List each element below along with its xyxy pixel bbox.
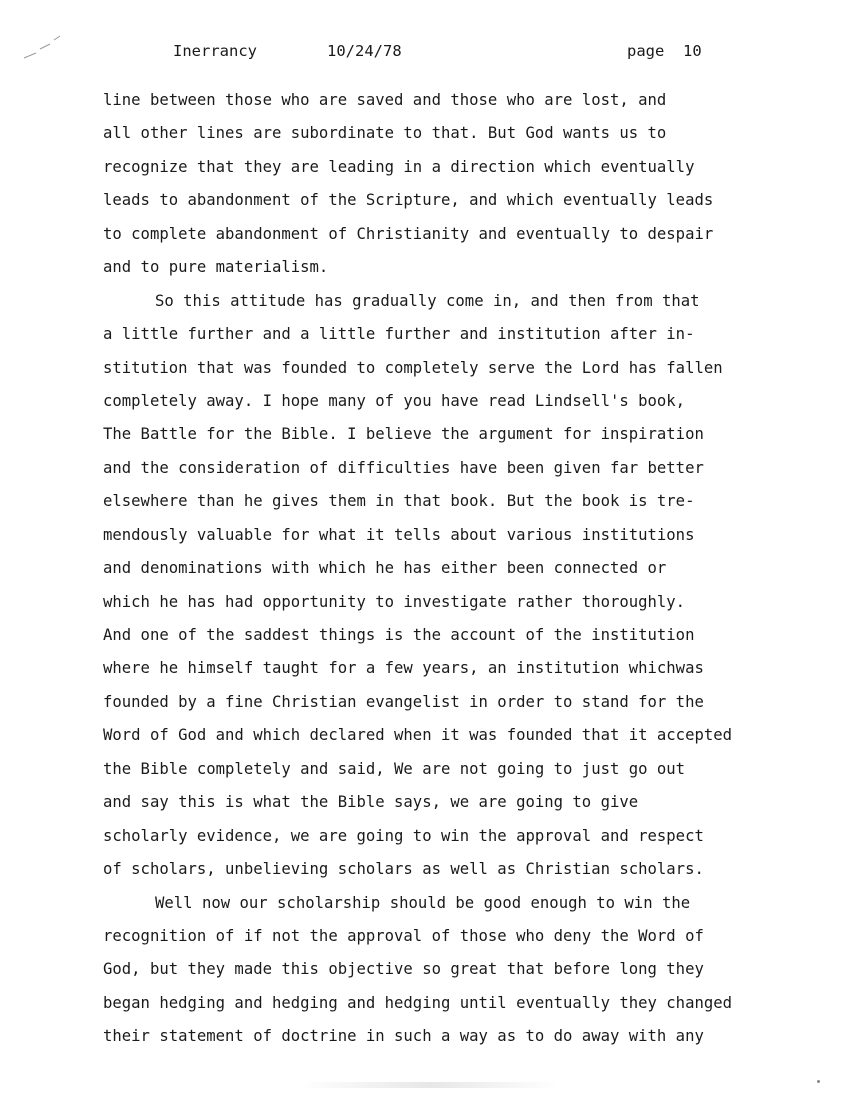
text-line: to complete abandonment of Christianity and eventually to despair bbox=[103, 224, 714, 243]
text-line: And one of the saddest things is the account of the institution bbox=[103, 626, 695, 644]
text-line: and denominations with which he has either been connected or bbox=[103, 559, 667, 578]
paragraph-start-line: Well now our scholarship should be good enough to win the bbox=[155, 893, 691, 912]
text-line: all other lines are subordinate to that. But God wants us to bbox=[103, 124, 667, 143]
text-line: The Battle for the Bible. I believe the argument for inspiration bbox=[103, 425, 704, 444]
pencil-mark bbox=[22, 34, 62, 64]
text-line: and say this is what the Bible says, we are going to give bbox=[103, 793, 639, 812]
text-line: and the consideration of difficulties have been given far better bbox=[103, 458, 704, 477]
text-line: Word of God and which declared when it was founded that it accepted bbox=[103, 726, 733, 745]
text-line: founded by a fine Christian evangelist in order to stand for the bbox=[103, 692, 704, 711]
text-line: line between those who are saved and those who are lost, and bbox=[103, 91, 667, 109]
text-line: their statement of doctrine in such a way as to do away with any bbox=[103, 1027, 704, 1046]
paragraph-start-line: So this attitude has gradually come in, and then from that bbox=[155, 291, 700, 310]
text-line: elsewhere than he gives them in that book. But the book is tre- bbox=[103, 492, 695, 511]
text-line: of scholars, unbelieving scholars as well as Christian scholars. bbox=[103, 860, 704, 879]
text-line: completely away. I hope many of you have read Lindsell's book, bbox=[103, 391, 686, 410]
header-page-number: page 10 bbox=[627, 42, 702, 60]
text-line: a little further and a little further and institution after in- bbox=[103, 325, 695, 344]
text-line: recognize that they are leading in a direction which eventually bbox=[103, 157, 695, 176]
text-line: and to pure materialism. bbox=[103, 258, 329, 277]
text-line: where he himself taught for a few years, an institution whichwas bbox=[103, 659, 704, 678]
text-line: recognition of if not the approval of those who deny the Word of bbox=[103, 926, 704, 945]
header-title: Inerrancy bbox=[173, 42, 257, 60]
text-line: the Bible completely and said, We are not going to just go out bbox=[103, 759, 686, 778]
text-line: leads to abandonment of the Scripture, and which eventually leads bbox=[103, 191, 714, 210]
scan-speck bbox=[817, 1080, 820, 1083]
text-line: scholarly evidence, we are going to win the approval and respect bbox=[103, 826, 704, 845]
text-line: mendously valuable for what it tells about various institutions bbox=[103, 525, 695, 544]
text-line: which he has had opportunity to investigate rather thoroughly. bbox=[103, 592, 686, 611]
text-line: God, but they made this objective so great that before long they bbox=[103, 960, 704, 979]
header-date: 10/24/78 bbox=[327, 42, 402, 60]
text-line: stitution that was founded to completely serve the Lord has fallen bbox=[103, 358, 723, 377]
text-line: began hedging and hedging and hedging until eventually they changed bbox=[103, 993, 733, 1012]
scan-smudge bbox=[300, 1082, 560, 1088]
body-text bbox=[103, 84, 818, 1054]
